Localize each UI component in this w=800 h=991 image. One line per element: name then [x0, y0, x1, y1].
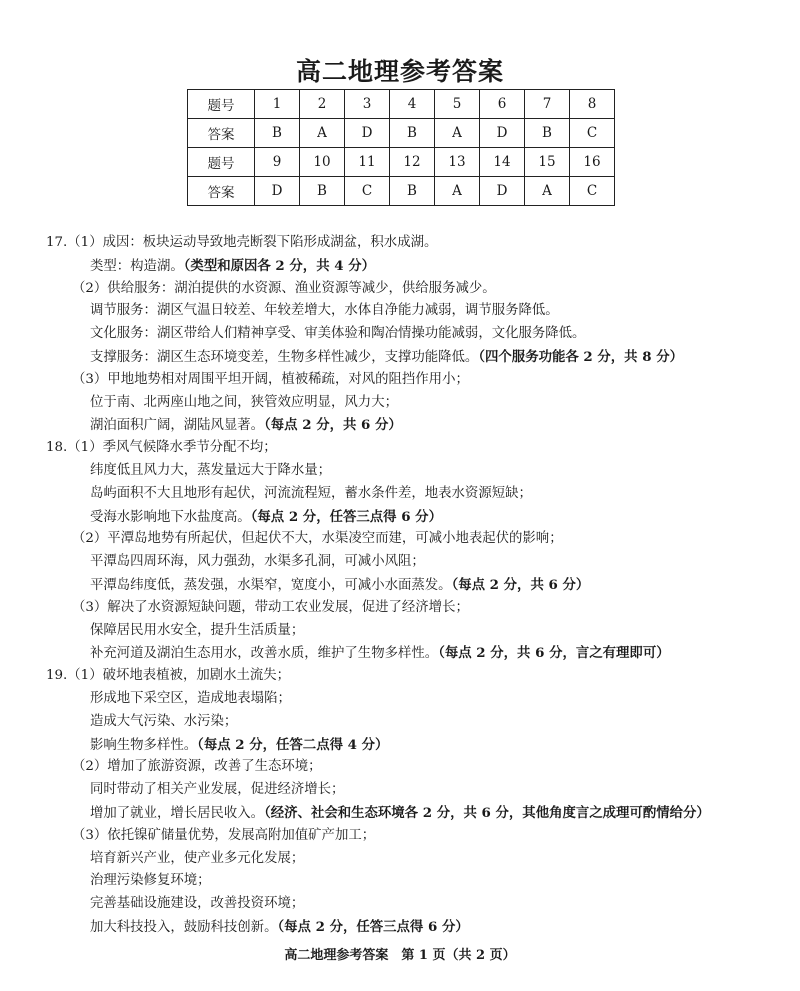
table-cell: 11 [345, 148, 390, 177]
scoring-note: （类型和原因各 2 分，共 4 分） [183, 257, 376, 274]
table-cell: 16 [570, 148, 615, 177]
answer-line [46, 414, 786, 437]
table-row-header: 题号 [188, 90, 255, 119]
table-row [188, 148, 615, 177]
answer-text: 支撑服务：湖区生态环境变差，生物多样性减少，支撑功能降低。 [90, 349, 479, 365]
table-cell: D [480, 177, 525, 206]
table-cell: B [255, 119, 300, 148]
answer-text: 纬度低且风力大，蒸发量远大于降水量； [90, 462, 332, 478]
table-row-header: 答案 [188, 177, 255, 206]
answer-text: 位于南、北两座山地之间，狭管效应明显，风力大； [90, 394, 398, 410]
table-cell: C [570, 177, 615, 206]
table-cell: B [525, 119, 570, 148]
table-cell: 14 [480, 148, 525, 177]
table-cell: A [300, 119, 345, 148]
answer-text: 增加了就业，增长居民收入。 [90, 805, 265, 821]
table-cell: B [390, 119, 435, 148]
page-footer: 高二地理参考答案 第 1 页（共 2 页） [284, 948, 516, 963]
table-cell: A [435, 119, 480, 148]
answer-text: 培育新兴产业，使产业多元化发展； [90, 850, 305, 866]
answer-line [46, 369, 786, 392]
answer-text: 调节服务：湖区气温日较差、年较差增大，水体自净能力减弱，调节服务降低。 [90, 303, 559, 319]
answer-text: （3）解决了水资源短缺问题，带动工农业发展，促进了经济增长； [72, 599, 469, 615]
answer-text: 形成地下采空区，造成地表塌陷； [90, 690, 291, 706]
scoring-note: （四个服务功能各 2 分，共 8 分） [478, 348, 683, 365]
table-row-header: 题号 [188, 148, 255, 177]
table-cell: 9 [255, 148, 300, 177]
table-cell: 6 [480, 90, 525, 119]
table-row [188, 177, 615, 206]
answer-line [46, 825, 786, 848]
table-cell: 8 [570, 90, 615, 119]
answer-text: 加大科技投入，鼓励科技创新。 [90, 919, 278, 935]
table-cell: A [435, 177, 480, 206]
answer-text: 18.（1）季风气候降水季节分配不均； [46, 440, 277, 456]
answer-line [46, 346, 786, 369]
table-cell: 1 [255, 90, 300, 119]
answer-line [46, 392, 786, 415]
table-row [188, 119, 615, 148]
table-cell: D [480, 119, 525, 148]
answer-line [46, 779, 786, 802]
answer-line [46, 802, 786, 825]
answer-text: （2）供给服务：湖泊提供的水资源、渔业资源等减少，供给服务减少。 [72, 280, 496, 296]
scoring-note: （经济、社会和生态环境各 2 分，共 6 分，其他角度言之成理可酌情给分） [264, 804, 710, 821]
answer-text: 湖泊面积广阔，湖陆风显著。 [90, 418, 265, 434]
scoring-note: （每点 2 分，任答二点得 4 分） [197, 736, 389, 753]
answer-content [46, 232, 786, 939]
scoring-note: （每点 2 分，共 6 分） [264, 417, 402, 434]
answer-line [46, 551, 786, 574]
answer-text: 17.（1）成因：板块运动导致地壳断裂下陷形成湖盆，积水成湖。 [46, 235, 438, 250]
answer-line [46, 278, 786, 301]
answer-line [46, 528, 786, 551]
table-cell: D [345, 119, 390, 148]
table-cell: 7 [525, 90, 570, 119]
answer-text: 治理污染修复环境； [90, 873, 211, 889]
table-cell: C [345, 177, 390, 206]
answer-text: 文化服务：湖区带给人们精神享受、审美体验和陶冶情操功能减弱，文化服务降低。 [90, 326, 586, 342]
answer-table [187, 89, 615, 206]
table-cell: 15 [525, 148, 570, 177]
answer-line [46, 620, 786, 643]
answer-line [46, 574, 786, 597]
table-cell: 13 [435, 148, 480, 177]
answer-line [46, 437, 786, 460]
table-cell: 2 [300, 90, 345, 119]
table-row [188, 90, 615, 119]
answer-text: （2）平潭岛地势有所起伏，但起伏不大，水渠凌空而建，可减小地表起伏的影响； [72, 531, 563, 547]
answer-line [46, 916, 786, 939]
answer-line [46, 756, 786, 779]
table-cell: D [255, 177, 300, 206]
answer-line [46, 483, 786, 506]
answer-text: 19.（1）破坏地表植被，加剧水土流失； [46, 668, 291, 684]
answer-line [46, 688, 786, 711]
answer-line [46, 711, 786, 734]
answer-text: 岛屿面积不大且地形有起伏，河流流程短，蓄水条件差，地表水资源短缺； [90, 485, 532, 501]
table-cell: 10 [300, 148, 345, 177]
answer-text: 补充河道及湖泊生态用水，改善水质，维护了生物多样性。 [90, 646, 439, 662]
table-cell: 4 [390, 90, 435, 119]
answer-line [46, 506, 786, 529]
answer-text: 平潭岛四周环海，风力强劲，水渠多孔洞，可减小风阻； [90, 554, 425, 570]
table-cell: 12 [390, 148, 435, 177]
answer-text: 保障居民用水安全，提升生活质量； [90, 622, 305, 638]
scoring-note: （每点 2 分，任答三点得 6 分） [250, 508, 442, 525]
table-cell: B [300, 177, 345, 206]
answer-line [46, 734, 786, 757]
answer-text: （3）甲地地势相对周围平坦开阔，植被稀疏，对风的阻挡作用小； [72, 371, 469, 387]
answer-text: 受海水影响地下水盐度高。 [90, 509, 251, 525]
answer-line [46, 848, 786, 871]
answer-text: 影响生物多样性。 [90, 737, 198, 753]
table-cell: C [570, 119, 615, 148]
answer-line [46, 893, 786, 916]
answer-text: 造成大气污染、水污染； [90, 713, 238, 729]
answer-line [46, 665, 786, 688]
answer-text: （2）增加了旅游资源，改善了生态环境； [72, 759, 322, 775]
answer-text: 平潭岛纬度低，蒸发强，水渠窄，宽度小，可减小水面蒸发。 [90, 577, 452, 593]
table-cell: 3 [345, 90, 390, 119]
answer-line [46, 460, 786, 483]
table-cell: A [525, 177, 570, 206]
scoring-note: （每点 2 分，任答三点得 6 分） [277, 918, 469, 935]
answer-line [46, 300, 786, 323]
scoring-note: （每点 2 分，共 6 分，言之有理即可） [438, 645, 670, 662]
answer-text: 完善基础设施建设，改善投资环境； [90, 896, 305, 912]
answer-line [46, 255, 786, 278]
answer-text: （3）依托镍矿储量优势，发展高附加值矿产加工； [72, 827, 376, 843]
answer-line [46, 642, 786, 665]
answer-line [46, 597, 786, 620]
answer-text: 同时带动了相关产业发展，促进经济增长； [90, 782, 345, 798]
page-title: 高二地理参考答案 [295, 57, 504, 86]
table-cell: B [390, 177, 435, 206]
answer-line [46, 232, 786, 255]
answer-line [46, 870, 786, 893]
table-cell: 5 [435, 90, 480, 119]
scoring-note: （每点 2 分，共 6 分） [451, 576, 590, 593]
answer-line [46, 323, 786, 346]
answer-text: 类型：构造湖。 [90, 258, 184, 274]
table-row-header: 答案 [188, 119, 255, 148]
